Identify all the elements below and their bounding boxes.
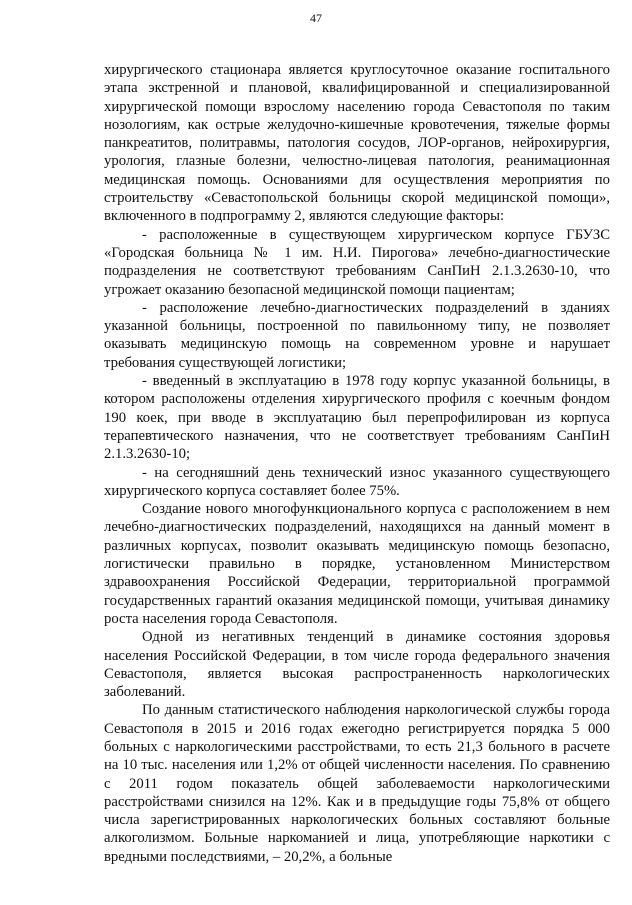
paragraph: - на сегодняшний день технический износ указанного существующего хирургического корпуса составляет более 75%. — [104, 464, 610, 499]
paragraph: - введенный в эксплуатацию в 1978 году корпус указанной больницы, в котором расположены отделения хирургического профиля с коечным фондом 190 коек, при вводе в эксплуатацию был перепрофилирован из корпуса терапевтического назначения, что не соответствует требованиям СанПиН 2.1.3.2630-10; — [104, 373, 610, 463]
paragraph: - расположенные в существующем хирургическом корпусе ГБУЗС «Городская больница № 1 им. Н.И. Пирогова» лечебно-диагностические подразделения не соответствуют требованиям СанПиН 2.1.3.2630-10, что угрожает оказанию безопасной медицинской помощи пациентам; — [104, 226, 610, 298]
document-body — [104, 61, 610, 866]
paragraph: Создание нового многофункционального корпуса с расположением в нем лечебно-диагностических подразделений, находящихся на данный момент в различных корпусах, позволит оказывать медицинскую помощь безопасно, логистически правильно в порядке, установленном Министерством здравоохранения Российской Федерации, территориальной программой государственных гарантий оказания медицинской помощи, учитывая динамику роста населения города Севастополя. — [104, 501, 610, 627]
paragraph: Одной из негативных тенденций в динамике состояния здоровья населения Российской Федерации, в том числе города федерального значения Севастополя, является высокая распространенность наркологических заболеваний. — [104, 629, 610, 701]
paragraph: хирургического стационара является круглосуточное оказание госпитального этапа экстренной и плановой, квалифицированной и специализированной хирургической помощи взрослому населению города Севастополя по таким нозологиям, как острые желудочно-кишечные кровотечения, тяжелые формы панкреатитов, политравмы, патология сосудов, ЛОР-органов, нейрохирургия, урология, глазные болезни, челюстно-лицевая патология, реанимационная медицинская помощь. Основаниями для осуществления мероприятия по строительству «Севастопольской больницы скорой медицинской помощи», включенного в подпрограмму 2, являются следующие факторы: — [104, 62, 610, 225]
paragraph: - расположение лечебно-диагностических подразделений в зданиях указанной больницы, построенной по павильонному типу, не позволяет оказывать медицинскую помощь на современном уровне и нарушает требования существующей логистики; — [104, 299, 610, 371]
page-number: 47 — [310, 11, 322, 25]
paragraph: По данным статистического наблюдения наркологической службы города Севастополя в 2015 и 2016 годах ежегодно регистрируется порядка 5 000 больных с наркологическими расстройствами, то есть 21,3 больного в расчете на 10 тыс. населения или 1,2% от общей численности населения. По сравнению с 2011 годом показатель общей заболеваемости наркологическими расстройствами снизился на 12%. Как и в предыдущие годы 75,8% от общего числа зарегистрированных наркологических больных составляют больные алкоголизмом. Больные наркоманией и лица, употребляющие наркотики с вредными последствиями, – 20,2%, а больные — [104, 702, 610, 865]
